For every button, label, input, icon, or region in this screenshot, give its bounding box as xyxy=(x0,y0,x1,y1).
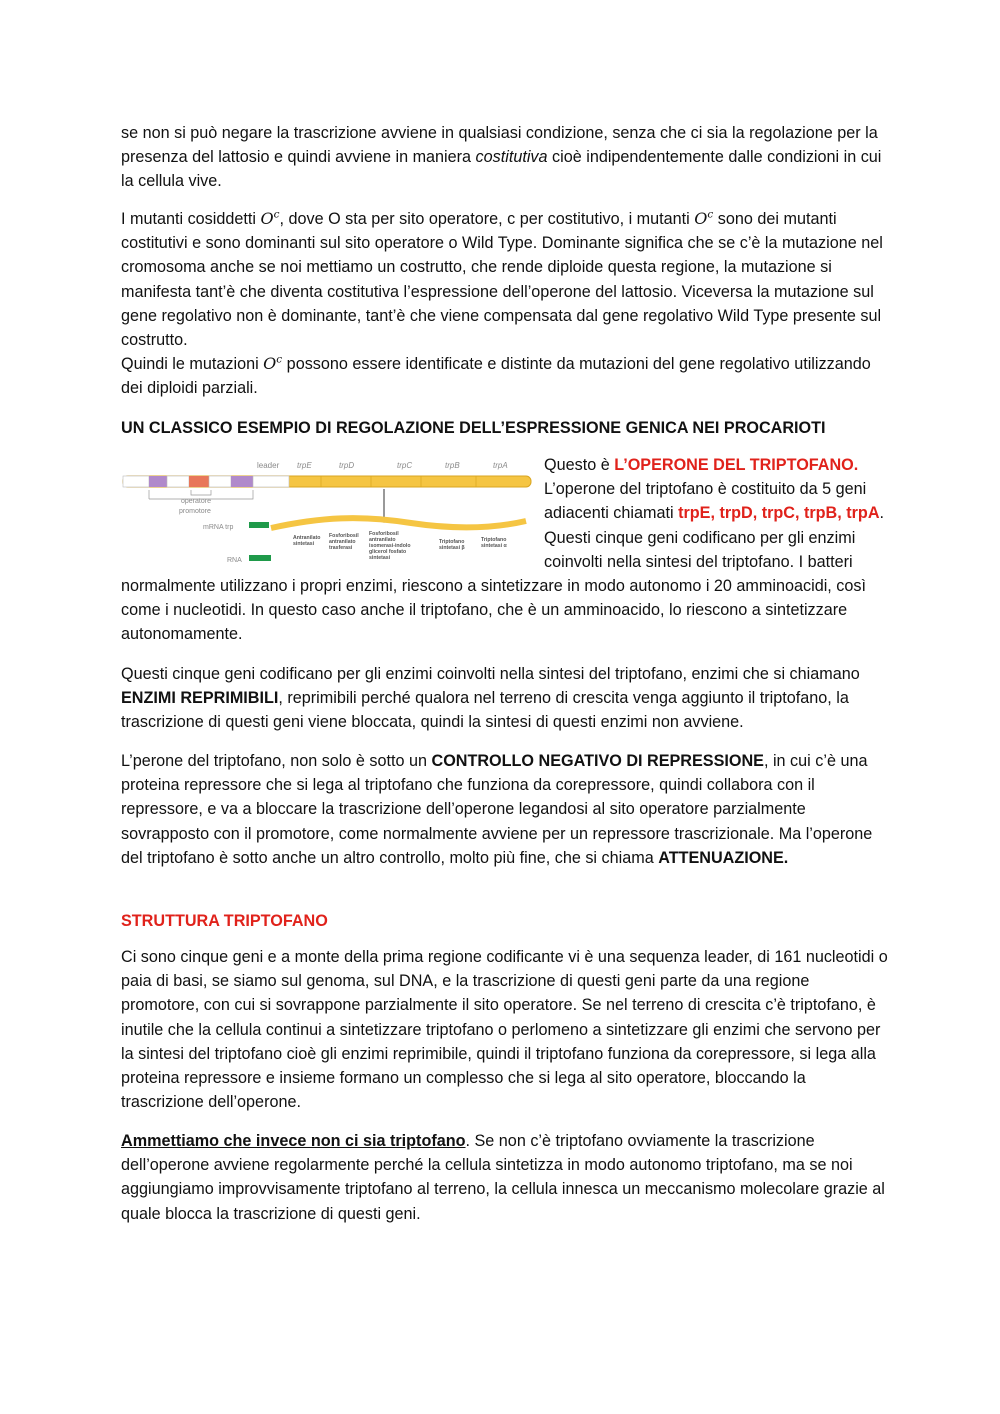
text-run: Quindi le mutazioni xyxy=(121,355,264,374)
gene-label: trpB xyxy=(445,461,460,470)
operator-label: operatore xyxy=(181,498,211,505)
bold-term: CONTROLLO NEGATIVO DI REPRESSIONE xyxy=(431,752,764,770)
text-run: . Se non c’è triptofano ovviamente la trascrizione dell’operone avviene regolarmente perché la cellula sintetizza in modo autonomo triptofano, ma se noi aggiungiamo improvvisamente triptofano al terreno, la cellula innesca un meccanismo molecolare grazie al quale blocca la trascrizione di questi geni. xyxy=(121,1132,885,1223)
leader-label: leader xyxy=(257,461,280,470)
paragraph-operone-triptofano xyxy=(121,453,891,647)
section-heading-red: STRUTTURA TRIPTOFANO xyxy=(121,912,328,930)
text-run: se non si può negare la trascrizione avviene in qualsiasi condizione, senza che ci sia la regolazione per la presenza del lattosio e quindi avviene in maniera xyxy=(121,124,878,167)
section-heading: UN CLASSICO ESEMPIO DI REGOLAZIONE DELL’ESPRESSIONE GENICA NEI PROCARIOTI xyxy=(121,419,826,437)
text-run: Questo è xyxy=(544,456,615,474)
oc-symbol: $O^c$ xyxy=(263,353,283,374)
paragraph-struttura: Ci sono cinque geni e a monte della prima regione codificante vi è una sequenza leader, di 161 nucleotidi o paia di basi, se siamo sul genoma, sul DNA, e la trascrizione di questi geni parte da una regione promotore, con cui si sovrappone parzialmente il sito operatore. Se nel terreno di crescita c’è triptofano, è inutile che la cellula continui a sintetizzare triptofano o perlomeno a sintetizzare gli enzimi che servono per la sintesi del triptofano cioè gli enzimi reprimibile, quindi il triptofano funziona da corepressore, si lega alla proteina repressore e insieme formano un complesso che si lega al sito operatore, bloccando la trascrizione dell’operone. xyxy=(121,948,888,1112)
underlined-term: Ammettiamo che invece non ci sia triptofano xyxy=(121,1132,466,1150)
text-run: L’operone del triptofano è costituito da 5 geni adiacenti chiamati xyxy=(544,480,867,523)
paragraph-costitutiva xyxy=(121,121,891,194)
text-run: possono essere identificate e distinte da mutazioni del gene regolativo utilizzando dei diploidi parziali. xyxy=(121,355,871,398)
bold-term: ATTENUAZIONE. xyxy=(658,848,789,867)
rna-label: RNA xyxy=(227,557,242,564)
bold-term: ENZIMI REPRIMIBILI xyxy=(121,689,279,708)
text-run: I mutanti cosiddetti xyxy=(121,210,261,228)
italic-term: costitutiva xyxy=(475,148,548,167)
oc-symbol: $O^c$ xyxy=(694,208,714,228)
figure-spacer xyxy=(121,453,544,573)
text-run: Questi cinque geni codificano per gli enzimi coinvolti nella sintesi del triptofano, enzimi che si chiamano xyxy=(121,665,860,683)
enzyme-product: Triptofano sintetasi α xyxy=(481,537,507,549)
text-run: , dove O sta per sito operatore, c per costitutivo, i mutanti xyxy=(279,210,695,228)
enzyme-product: Antranilato sintetasi xyxy=(293,535,321,547)
gene-label: trpC xyxy=(397,461,413,470)
text-run: L’perone del triptofano, non solo è sotto un xyxy=(121,752,432,770)
promoter-label: promotore xyxy=(179,508,211,515)
paragraph-controllo-negativo xyxy=(121,749,891,870)
paragraph-senza-triptofano xyxy=(121,1129,891,1226)
gene-names: trpE, trpD, trpC, trpB, trpA xyxy=(678,504,880,523)
enzyme-product: Triptofano sintetasi β xyxy=(439,539,465,551)
oc-symbol: $O^c$ xyxy=(260,208,280,228)
gene-label: trpA xyxy=(493,461,508,470)
gene-label: trpE xyxy=(297,461,312,470)
enzyme-product: Fosforibosil antranilato isomerasi-indolo glicerol fosfato sintetasi xyxy=(369,531,411,561)
text-run: , reprimibili perché qualora nel terreno di crescita venga aggiunto il triptofano, la trascrizione di questi geni viene bloccata, quindi la sintesi di questi enzimi non avviene. xyxy=(121,689,849,732)
highlight-title: L’OPERONE DEL TRIPTOFANO. xyxy=(614,456,859,474)
enzyme-product: Fosforibosil antranilato trasferasi xyxy=(329,533,359,551)
paragraph-enzimi-reprimibili xyxy=(121,662,891,735)
text-run: cioè indipendentemente dalle condizioni in cui la cellula vive. xyxy=(121,148,882,191)
gene-label: trpD xyxy=(339,461,355,470)
text-run: , in cui c’è una proteina repressore che si lega al triptofano che funziona da corepressore, quindi collabora con il repressore, e va a bloccare la trascrizione dell’operone legandosi al sito operatore parzialmente sovrapposto con il promotore, come normalmente avviene per un repressore trascrizionale. Ma l’operone del triptofano è sotto anche un altro controllo, molto più fine, che si chiama xyxy=(121,752,873,867)
text-run: . Questi cinque geni codificano per gli enzimi coinvolti nella sintesi del triptofano. I batteri normalmente utilizzano i propri enzimi, riescono a sintetizzare in modo autonomo i 20 amminoacidi, così come i nucleotidi. In questo caso anche il triptofano, che è un amminoacido, lo riescono a sintetizzare autonomamente. xyxy=(121,504,885,644)
text-run: sono dei mutanti costitutivi e sono dominanti sul sito operatore o Wild Type. Dominante significa che se c’è la mutazione nel cromosoma anche se noi mettiamo un costrutto, che rende diploide questa regione, la mutazione si manifesta tant’è che diventa costitutiva l’espressione dell’operone del lattosio. Viceversa la mutazione sul gene regolativo non è dominante, tant’è che viene compensata dal gene regolativo Wild Type presente sul costrutto. xyxy=(121,210,883,350)
paragraph-mutanti-oc xyxy=(121,207,891,401)
mrna-label: mRNA trp xyxy=(203,524,234,531)
